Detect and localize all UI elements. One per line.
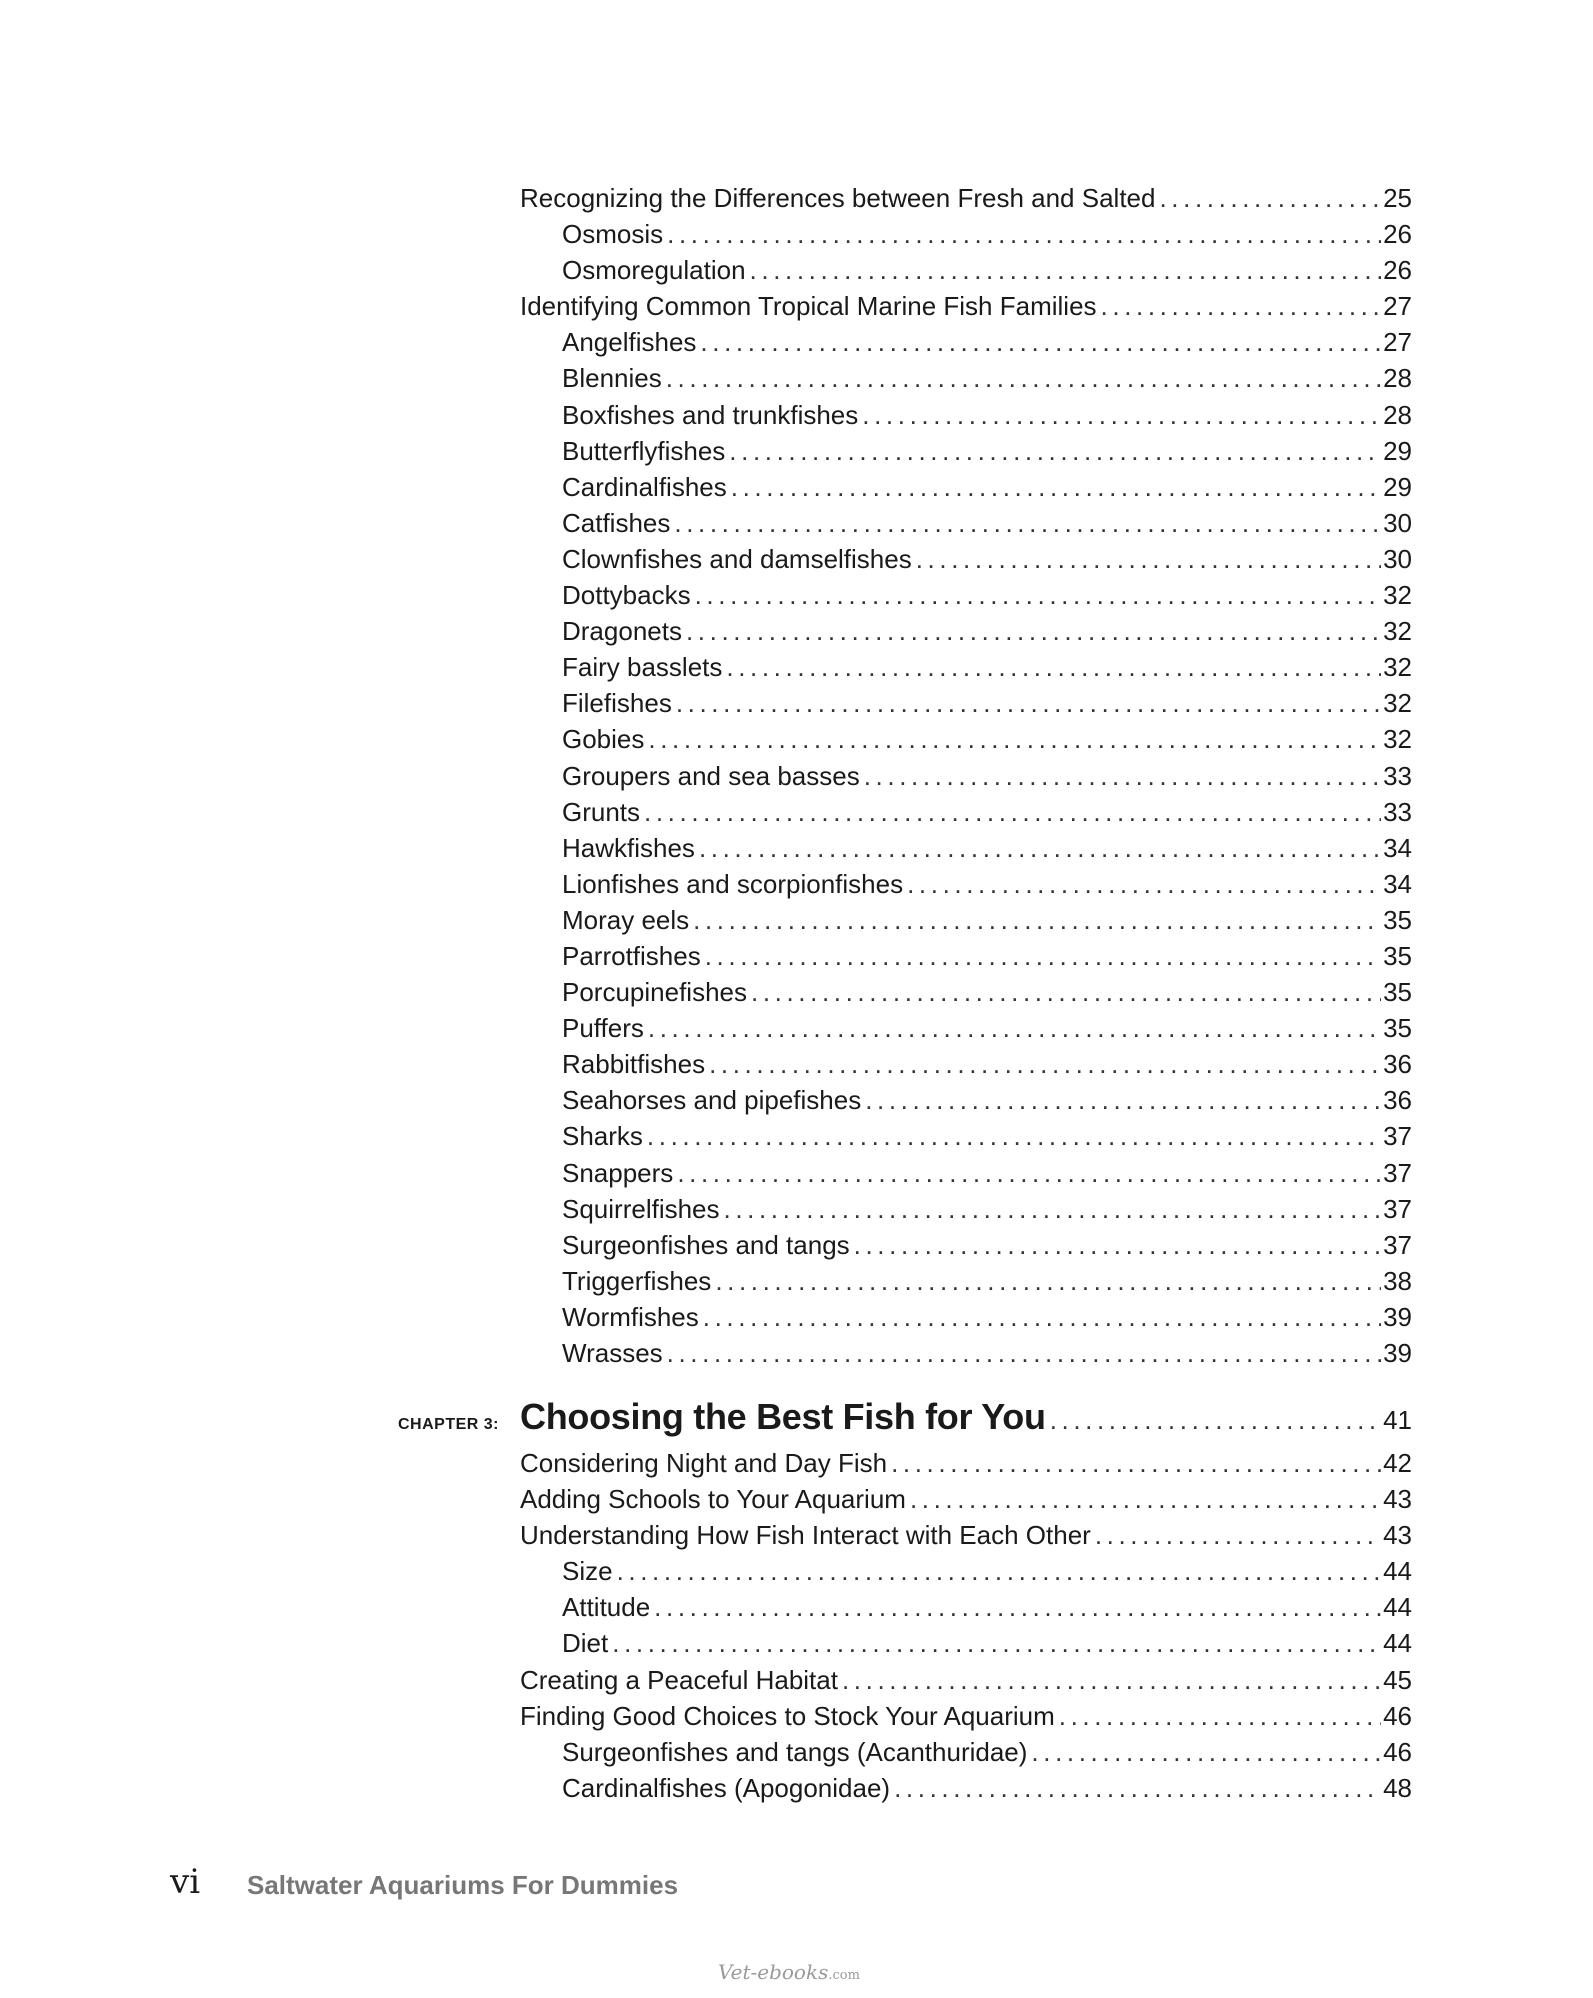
toc-entry-page: 44 — [1383, 1556, 1412, 1587]
toc-list-section-2 — [520, 1445, 1412, 1806]
dot-leader — [677, 1155, 1381, 1191]
toc-entry-title: Surgeonfishes and tangs (Acanthuridae) — [562, 1736, 1028, 1767]
toc-entry-title: Boxfishes and trunkfishes — [562, 399, 859, 430]
toc-entry-title: Clownfishes and damselfishes — [562, 543, 912, 574]
dot-leader — [674, 505, 1381, 541]
toc-entry-page: 35 — [1383, 904, 1412, 935]
toc-entry-page: 33 — [1383, 796, 1412, 827]
toc-entry-page: 38 — [1383, 1265, 1412, 1296]
page-number: vi — [170, 1862, 201, 1902]
dot-leader — [667, 1335, 1381, 1371]
dot-leader — [910, 1481, 1381, 1517]
toc-entry-page: 46 — [1383, 1700, 1412, 1731]
toc-entry — [520, 1662, 1412, 1698]
running-footer-title: Saltwater Aquariums For Dummies — [247, 1870, 679, 1900]
dot-leader — [916, 541, 1381, 577]
dot-leader — [1159, 180, 1381, 216]
dot-leader — [647, 1118, 1381, 1154]
toc-entry — [520, 1082, 1412, 1118]
dot-leader — [1095, 1517, 1381, 1553]
dot-leader — [1101, 288, 1382, 324]
dot-leader — [667, 216, 1381, 252]
watermark-suffix: .com — [828, 1968, 860, 1983]
toc-entry-page: 28 — [1383, 363, 1412, 394]
toc-entry — [520, 252, 1412, 288]
dot-leader — [1050, 1405, 1379, 1436]
toc-entry-page: 30 — [1383, 543, 1412, 574]
toc-entry-title: Surgeonfishes and tangs — [562, 1229, 850, 1260]
toc-entry-page: 32 — [1383, 616, 1412, 647]
toc-entry-page: 27 — [1383, 327, 1412, 358]
dot-leader — [700, 324, 1381, 360]
toc-entry-title: Squirrelfishes — [562, 1193, 720, 1224]
toc-entry — [520, 721, 1412, 757]
dot-leader — [865, 1082, 1381, 1118]
toc-entry-title: Blennies — [562, 363, 662, 394]
toc-entry — [520, 1589, 1412, 1625]
dot-leader — [705, 938, 1381, 974]
toc-entry-title: Snappers — [562, 1157, 674, 1188]
dot-leader — [666, 360, 1381, 396]
toc-entry-title: Filefishes — [562, 688, 672, 719]
toc-entry-page: 25 — [1383, 183, 1412, 213]
toc-entry — [520, 324, 1412, 360]
toc-entry-title: Cardinalfishes (Apogonidae) — [562, 1772, 891, 1803]
toc-entry — [520, 649, 1412, 685]
toc-entry-title: Fairy basslets — [562, 652, 723, 683]
toc-entry — [520, 1698, 1412, 1734]
chapter-page-number: 41 — [1383, 1405, 1412, 1435]
toc-entry-title: Considering Night and Day Fish — [520, 1448, 888, 1478]
toc-entry — [520, 180, 1412, 216]
toc-entry — [520, 794, 1412, 830]
toc-entry-title: Understanding How Fish Interact with Each Other — [520, 1520, 1091, 1551]
toc-entry-page: 48 — [1383, 1772, 1412, 1803]
toc-entry-title: Rabbitfishes — [562, 1049, 706, 1080]
toc-entry — [520, 1445, 1412, 1481]
toc-entry — [520, 1553, 1412, 1589]
toc-entry-title: Sharks — [562, 1121, 643, 1152]
dot-leader — [654, 1589, 1381, 1625]
toc-entry-page: 44 — [1383, 1628, 1412, 1659]
dot-leader — [907, 866, 1381, 902]
toc-entry-page: 26 — [1383, 219, 1412, 250]
watermark-main: Vet-ebooks — [718, 1960, 829, 1984]
chapter-title: Choosing the Best Fish for You — [520, 1396, 1046, 1437]
dot-leader — [864, 758, 1381, 794]
toc-entry-title: Gobies — [562, 724, 645, 755]
toc-entry — [520, 1010, 1412, 1046]
toc-entry-page: 34 — [1383, 832, 1412, 863]
toc-entry-title: Triggerfishes — [562, 1265, 712, 1296]
toc-entry — [520, 397, 1412, 433]
toc-entry — [520, 216, 1412, 252]
dot-leader — [703, 1299, 1381, 1335]
dot-leader — [648, 1010, 1381, 1046]
dot-leader — [750, 252, 1382, 288]
dot-leader — [891, 1445, 1381, 1481]
toc-entry-title: Attitude — [562, 1592, 651, 1623]
toc-entry-page: 42 — [1383, 1448, 1412, 1478]
chapter-label: CHAPTER 3: — [398, 1416, 500, 1433]
toc-entry-page: 29 — [1383, 435, 1412, 466]
toc-entry — [520, 360, 1412, 396]
dot-leader — [1031, 1734, 1381, 1770]
toc-entry-title: Dottybacks — [562, 580, 691, 611]
toc-entry — [520, 433, 1412, 469]
toc-entry-title: Identifying Common Tropical Marine Fish Families — [520, 291, 1097, 322]
toc-entry-title: Moray eels — [562, 904, 690, 935]
toc-entry-page: 37 — [1383, 1157, 1412, 1188]
toc-entry-title: Hawkfishes — [562, 832, 695, 863]
dot-leader — [729, 433, 1381, 469]
toc-entry-title: Seahorses and pipefishes — [562, 1085, 862, 1116]
toc-entry-page: 36 — [1383, 1049, 1412, 1080]
toc-entry — [520, 288, 1412, 324]
toc-entry-title: Dragonets — [562, 616, 682, 647]
toc-entry-page: 28 — [1383, 399, 1412, 430]
toc-entry — [520, 1046, 1412, 1082]
dot-leader — [724, 1191, 1382, 1227]
toc-entry-page: 35 — [1383, 977, 1412, 1008]
toc-entry-title: Groupers and sea basses — [562, 760, 860, 791]
toc-entry-page: 33 — [1383, 760, 1412, 791]
dot-leader — [751, 974, 1381, 1010]
dot-leader — [644, 794, 1381, 830]
toc-entry — [520, 866, 1412, 902]
dot-leader — [709, 1046, 1381, 1082]
dot-leader — [676, 685, 1381, 721]
toc-entry — [520, 469, 1412, 505]
dot-leader — [715, 1263, 1381, 1299]
dot-leader — [617, 1553, 1382, 1589]
dot-leader — [693, 902, 1381, 938]
dot-leader — [854, 1227, 1381, 1263]
dot-leader — [648, 721, 1381, 757]
toc-entry-title: Butterflyfishes — [562, 435, 726, 466]
toc-entry-page: 32 — [1383, 688, 1412, 719]
toc-entry — [520, 577, 1412, 613]
toc-entry — [520, 1263, 1412, 1299]
toc-entry-title: Lionfishes and scorpionfishes — [562, 868, 904, 899]
toc-entry — [520, 1299, 1412, 1335]
toc-entry-page: 46 — [1383, 1736, 1412, 1767]
toc-entry-title: Diet — [562, 1628, 609, 1659]
toc-entry — [520, 1191, 1412, 1227]
toc-entry-page: 32 — [1383, 652, 1412, 683]
toc-entry-title: Grunts — [562, 796, 641, 827]
toc-entry-title: Adding Schools to Your Aquarium — [520, 1484, 906, 1515]
dot-leader — [686, 613, 1381, 649]
toc-entry-page: 39 — [1383, 1338, 1412, 1368]
toc-entry-page: 27 — [1383, 291, 1412, 322]
toc-entry-title: Finding Good Choices to Stock Your Aquarium — [520, 1700, 1055, 1731]
dot-leader — [726, 649, 1381, 685]
toc-entry — [520, 505, 1412, 541]
toc-entry-title: Creating a Peaceful Habitat — [520, 1664, 838, 1695]
toc-entry-page: 32 — [1383, 580, 1412, 611]
toc-entry-page: 43 — [1383, 1520, 1412, 1551]
toc-entry-title: Catfishes — [562, 507, 671, 538]
toc-entry-page: 34 — [1383, 868, 1412, 899]
toc-entry-page: 37 — [1383, 1121, 1412, 1152]
toc-entry-title: Wormfishes — [562, 1301, 699, 1332]
toc-list-section-1 — [520, 180, 1412, 1371]
dot-leader — [1059, 1698, 1381, 1734]
toc-entry-title: Osmoregulation — [562, 255, 746, 286]
dot-leader — [862, 397, 1381, 433]
toc-entry-title: Porcupinefishes — [562, 977, 747, 1008]
toc-entry-page: 36 — [1383, 1085, 1412, 1116]
toc-entry-title: Recognizing the Differences between Fresh and Salted — [520, 183, 1156, 213]
toc-entry-page: 37 — [1383, 1229, 1412, 1260]
toc-entry-page: 30 — [1383, 507, 1412, 538]
toc-entry — [520, 685, 1412, 721]
toc-entry-title: Parrotfishes — [562, 940, 701, 971]
toc-entry-page: 32 — [1383, 724, 1412, 755]
toc-entry-page: 37 — [1383, 1193, 1412, 1224]
toc-entry-title: Angelfishes — [562, 327, 697, 358]
toc-entry — [520, 1734, 1412, 1770]
dot-leader — [894, 1770, 1381, 1806]
dot-leader — [612, 1625, 1381, 1661]
toc-entry — [520, 758, 1412, 794]
toc-entry — [520, 902, 1412, 938]
toc-entry-title: Cardinalfishes — [562, 471, 727, 502]
toc-entry — [520, 1517, 1412, 1553]
toc-entry-page: 39 — [1383, 1301, 1412, 1332]
toc-entry-title: Size — [562, 1556, 613, 1587]
toc-entry-page: 26 — [1383, 255, 1412, 286]
dot-leader — [842, 1662, 1381, 1698]
toc-entry-title: Osmosis — [562, 219, 664, 250]
watermark-logo — [718, 1960, 860, 1984]
toc-entry — [520, 830, 1412, 866]
dot-leader — [699, 830, 1381, 866]
toc-entry — [520, 1227, 1412, 1263]
toc-entry — [520, 1625, 1412, 1661]
toc-entry-page: 45 — [1383, 1664, 1412, 1695]
toc-entry-title: Puffers — [562, 1013, 644, 1044]
toc-entry — [520, 1770, 1412, 1806]
chapter-heading — [398, 1396, 1412, 1440]
toc-entry — [520, 1335, 1412, 1371]
toc-entry — [520, 541, 1412, 577]
toc-entry — [520, 1118, 1412, 1154]
toc-entry — [520, 1481, 1412, 1517]
toc-entry-page: 44 — [1383, 1592, 1412, 1623]
toc-entry-page: 35 — [1383, 940, 1412, 971]
toc-entry-page: 35 — [1383, 1013, 1412, 1044]
toc-entry-page: 43 — [1383, 1484, 1412, 1515]
toc-entry — [520, 613, 1412, 649]
toc-entry-title: Wrasses — [562, 1338, 663, 1368]
toc-entry — [520, 1155, 1412, 1191]
toc-entry-page: 29 — [1383, 471, 1412, 502]
dot-leader — [695, 577, 1381, 613]
toc-entry — [520, 938, 1412, 974]
toc-entry — [520, 974, 1412, 1010]
dot-leader — [731, 469, 1381, 505]
